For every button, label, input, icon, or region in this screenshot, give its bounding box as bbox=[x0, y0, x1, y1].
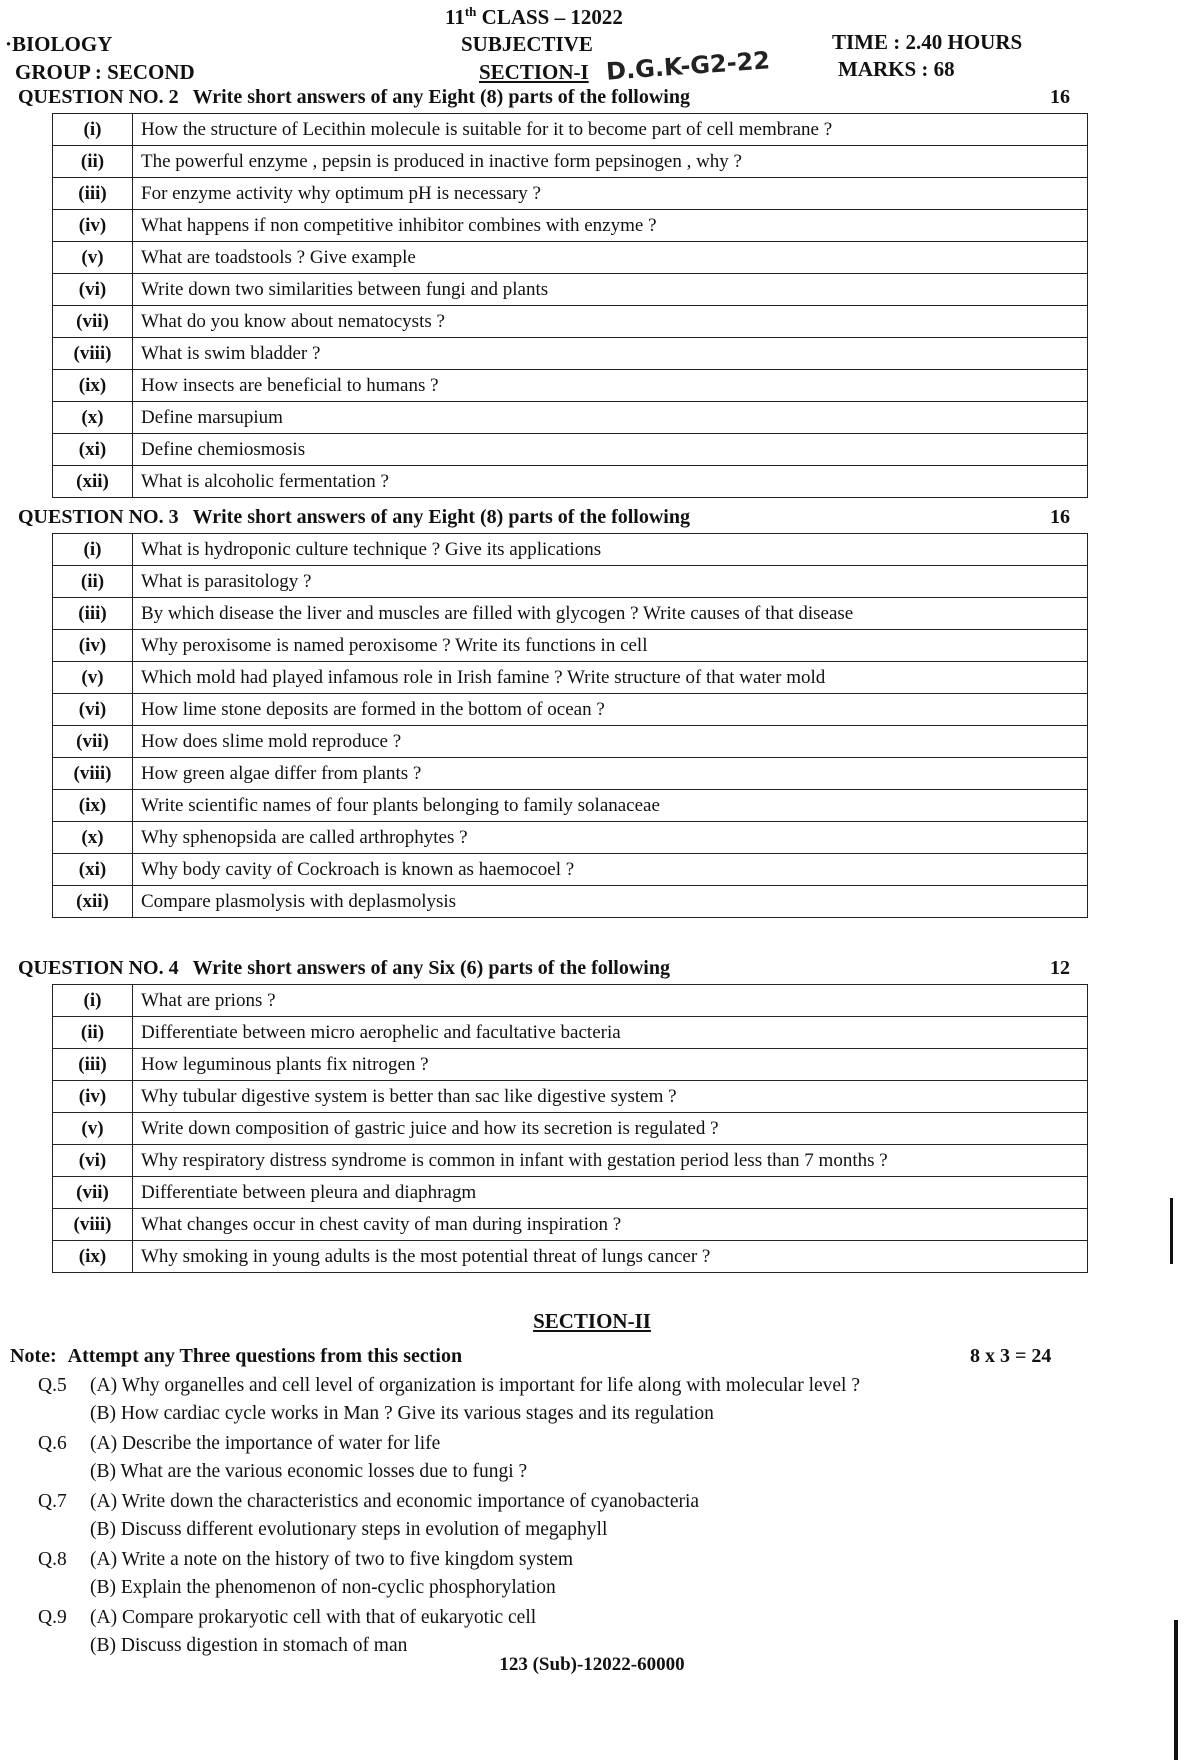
subject-label: ·BIOLOGY bbox=[5, 32, 113, 56]
group-label: GROUP : SECOND bbox=[15, 60, 195, 84]
item-text: By which disease the liver and muscles are filled with glycogen ? Write causes of that disease bbox=[133, 598, 1088, 630]
table-row bbox=[53, 726, 1088, 758]
item-text: Write down two similarities between fungi and plants bbox=[133, 274, 1088, 306]
table-row bbox=[53, 854, 1088, 886]
scan-edge-mark bbox=[1174, 1620, 1178, 1760]
part-b: (B) Explain the phenomenon of non-cyclic phosphorylation bbox=[90, 1577, 556, 1598]
section-two-note bbox=[10, 1345, 1070, 1368]
table-row bbox=[53, 598, 1088, 630]
table-row bbox=[53, 210, 1088, 242]
item-number: (iii) bbox=[53, 1049, 133, 1081]
part-a: (A) Compare prokaryotic cell with that of eukaryotic cell bbox=[90, 1607, 537, 1628]
item-text: Why body cavity of Cockroach is known as haemocoel ? bbox=[133, 854, 1088, 886]
note-label: Note: bbox=[10, 1345, 57, 1367]
item-number: (iii) bbox=[53, 598, 133, 630]
part-b: (B) Discuss digestion in stomach of man bbox=[90, 1635, 408, 1656]
marks-label: MARKS : 68 bbox=[838, 57, 955, 81]
long-question-q7 bbox=[38, 1488, 1078, 1544]
part-a: (A) Why organelles and cell level of organization is important for life along with molecular level ? bbox=[90, 1375, 861, 1396]
table-row bbox=[53, 1177, 1088, 1209]
q2-title: QUESTION NO. 2 bbox=[18, 86, 179, 108]
table-row bbox=[53, 790, 1088, 822]
item-number: (vii) bbox=[53, 1177, 133, 1209]
table-row bbox=[53, 985, 1088, 1017]
table-row bbox=[53, 338, 1088, 370]
item-number: (iv) bbox=[53, 630, 133, 662]
item-number: (iii) bbox=[53, 178, 133, 210]
table-row bbox=[53, 306, 1088, 338]
item-number: (xii) bbox=[53, 466, 133, 498]
table-row bbox=[53, 114, 1088, 146]
item-number: (ii) bbox=[53, 566, 133, 598]
q4-table bbox=[52, 984, 1088, 1273]
item-text: What happens if non competitive inhibitor combines with enzyme ? bbox=[133, 210, 1088, 242]
question-number: Q.7 bbox=[38, 1491, 67, 1512]
table-row bbox=[53, 758, 1088, 790]
item-text: What is hydroponic culture technique ? Give its applications bbox=[133, 534, 1088, 566]
item-text: Why peroxisome is named peroxisome ? Write its functions in cell bbox=[133, 630, 1088, 662]
long-question-q5 bbox=[38, 1372, 1078, 1428]
item-text: Compare plasmolysis with deplasmolysis bbox=[133, 886, 1088, 918]
q2-heading bbox=[18, 86, 1078, 112]
table-row bbox=[53, 434, 1088, 466]
table-row bbox=[53, 630, 1088, 662]
item-text: What changes occur in chest cavity of man during inspiration ? bbox=[133, 1209, 1088, 1241]
item-number: (i) bbox=[53, 985, 133, 1017]
q2-table bbox=[52, 113, 1088, 498]
part-a: (A) Write down the characteristics and economic importance of cyanobacteria bbox=[90, 1491, 700, 1512]
item-text: What are prions ? bbox=[133, 985, 1088, 1017]
question-number: Q.5 bbox=[38, 1375, 67, 1396]
item-number: (ix) bbox=[53, 370, 133, 402]
item-text: What is alcoholic fermentation ? bbox=[133, 466, 1088, 498]
q4-instruction: Write short answers of any Six (6) parts of the following bbox=[192, 957, 670, 979]
item-text: How the structure of Lecithin molecule is suitable for it to become part of cell membrane ? bbox=[133, 114, 1088, 146]
item-text: Write scientific names of four plants belonging to family solanaceae bbox=[133, 790, 1088, 822]
table-row bbox=[53, 566, 1088, 598]
class-title: 11th CLASS – 12022 bbox=[445, 4, 623, 29]
item-number: (v) bbox=[53, 242, 133, 274]
item-number: (vi) bbox=[53, 274, 133, 306]
item-text: For enzyme activity why optimum pH is necessary ? bbox=[133, 178, 1088, 210]
question-number: Q.6 bbox=[38, 1433, 67, 1454]
table-row bbox=[53, 1145, 1088, 1177]
item-text: What is parasitology ? bbox=[133, 566, 1088, 598]
part-b: (B) Discuss different evolutionary steps in evolution of megaphyll bbox=[90, 1519, 608, 1540]
note-text: Attempt any Three questions from this section bbox=[67, 1345, 463, 1367]
table-row bbox=[53, 886, 1088, 918]
item-number: (ii) bbox=[53, 146, 133, 178]
paper-code: 123 (Sub)-12022-60000 bbox=[499, 1654, 685, 1675]
item-number: (viii) bbox=[53, 1209, 133, 1241]
section-one-title: SECTION-I bbox=[479, 60, 589, 84]
question-number: Q.8 bbox=[38, 1549, 67, 1570]
item-number: (ix) bbox=[53, 790, 133, 822]
item-number: (x) bbox=[53, 402, 133, 434]
item-number: (viii) bbox=[53, 758, 133, 790]
table-row bbox=[53, 274, 1088, 306]
item-text: The powerful enzyme , pepsin is produced in inactive form pepsinogen , why ? bbox=[133, 146, 1088, 178]
long-question-q9 bbox=[38, 1604, 1078, 1660]
table-row bbox=[53, 178, 1088, 210]
table-row bbox=[53, 1081, 1088, 1113]
table-row bbox=[53, 534, 1088, 566]
item-text: Write down composition of gastric juice and how its secretion is regulated ? bbox=[133, 1113, 1088, 1145]
table-row bbox=[53, 1049, 1088, 1081]
item-text: How green algae differ from plants ? bbox=[133, 758, 1088, 790]
table-row bbox=[53, 466, 1088, 498]
item-text: Define chemiosmosis bbox=[133, 434, 1088, 466]
question-number: Q.9 bbox=[38, 1607, 67, 1628]
item-text: Why smoking in young adults is the most potential threat of lungs cancer ? bbox=[133, 1241, 1088, 1273]
item-number: (viii) bbox=[53, 338, 133, 370]
q3-table bbox=[52, 533, 1088, 918]
q4-heading bbox=[18, 957, 1078, 983]
item-text: Which mold had played infamous role in Irish famine ? Write structure of that water mold bbox=[133, 662, 1088, 694]
item-number: (vii) bbox=[53, 726, 133, 758]
item-number: (xi) bbox=[53, 434, 133, 466]
long-question-q6 bbox=[38, 1430, 1078, 1486]
part-b: (B) What are the various economic losses due to fungi ? bbox=[90, 1461, 528, 1482]
table-row bbox=[53, 1209, 1088, 1241]
table-row bbox=[53, 662, 1088, 694]
item-number: (xi) bbox=[53, 854, 133, 886]
q2-instruction: Write short answers of any Eight (8) parts of the following bbox=[192, 86, 690, 108]
table-row bbox=[53, 1017, 1088, 1049]
item-text: How does slime mold reproduce ? bbox=[133, 726, 1088, 758]
item-text: What is swim bladder ? bbox=[133, 338, 1088, 370]
item-number: (ix) bbox=[53, 1241, 133, 1273]
scan-edge-mark bbox=[1170, 1198, 1173, 1264]
paper-header bbox=[0, 0, 1184, 100]
part-a: (A) Describe the importance of water for life bbox=[90, 1433, 441, 1454]
q3-title: QUESTION NO. 3 bbox=[18, 506, 179, 528]
item-number: (iv) bbox=[53, 1081, 133, 1113]
table-row bbox=[53, 146, 1088, 178]
item-text: What do you know about nematocysts ? bbox=[133, 306, 1088, 338]
section-two-marks: 8 x 3 = 24 bbox=[970, 1345, 1052, 1367]
item-number: (vi) bbox=[53, 694, 133, 726]
section-two-title: SECTION-II bbox=[533, 1309, 651, 1333]
table-row bbox=[53, 1241, 1088, 1273]
item-text: What are toadstools ? Give example bbox=[133, 242, 1088, 274]
q2-marks: 16 bbox=[1050, 86, 1070, 108]
handwritten-note: D.G.K-G2-22 bbox=[605, 46, 771, 86]
item-text: How insects are beneficial to humans ? bbox=[133, 370, 1088, 402]
paper-type-label: SUBJECTIVE bbox=[461, 32, 593, 56]
q3-instruction: Write short answers of any Eight (8) parts of the following bbox=[192, 506, 690, 528]
item-text: Differentiate between micro aerophelic and facultative bacteria bbox=[133, 1017, 1088, 1049]
item-text: How leguminous plants fix nitrogen ? bbox=[133, 1049, 1088, 1081]
item-number: (vi) bbox=[53, 1145, 133, 1177]
item-text: Differentiate between pleura and diaphragm bbox=[133, 1177, 1088, 1209]
time-label: TIME : 2.40 HOURS bbox=[832, 30, 1023, 54]
table-row bbox=[53, 242, 1088, 274]
table-row bbox=[53, 370, 1088, 402]
part-a: (A) Write a note on the history of two to five kingdom system bbox=[90, 1549, 574, 1570]
item-number: (iv) bbox=[53, 210, 133, 242]
table-row bbox=[53, 402, 1088, 434]
item-number: (i) bbox=[53, 534, 133, 566]
item-text: How lime stone deposits are formed in the bottom of ocean ? bbox=[133, 694, 1088, 726]
item-text: Define marsupium bbox=[133, 402, 1088, 434]
item-number: (ii) bbox=[53, 1017, 133, 1049]
table-row bbox=[53, 694, 1088, 726]
q3-marks: 16 bbox=[1050, 506, 1070, 528]
item-text: Why tubular digestive system is better than sac like digestive system ? bbox=[133, 1081, 1088, 1113]
q4-title: QUESTION NO. 4 bbox=[18, 957, 179, 979]
item-number: (i) bbox=[53, 114, 133, 146]
q4-marks: 12 bbox=[1050, 957, 1070, 979]
item-number: (v) bbox=[53, 662, 133, 694]
table-row bbox=[53, 822, 1088, 854]
item-text: Why respiratory distress syndrome is common in infant with gestation period less than 7 months ? bbox=[133, 1145, 1088, 1177]
part-b: (B) How cardiac cycle works in Man ? Give its various stages and its regulation bbox=[90, 1403, 714, 1424]
item-number: (v) bbox=[53, 1113, 133, 1145]
item-number: (xii) bbox=[53, 886, 133, 918]
item-text: Why sphenopsida are called arthrophytes ? bbox=[133, 822, 1088, 854]
q3-heading bbox=[18, 506, 1078, 532]
long-question-q8 bbox=[38, 1546, 1078, 1602]
item-number: (x) bbox=[53, 822, 133, 854]
table-row bbox=[53, 1113, 1088, 1145]
item-number: (vii) bbox=[53, 306, 133, 338]
